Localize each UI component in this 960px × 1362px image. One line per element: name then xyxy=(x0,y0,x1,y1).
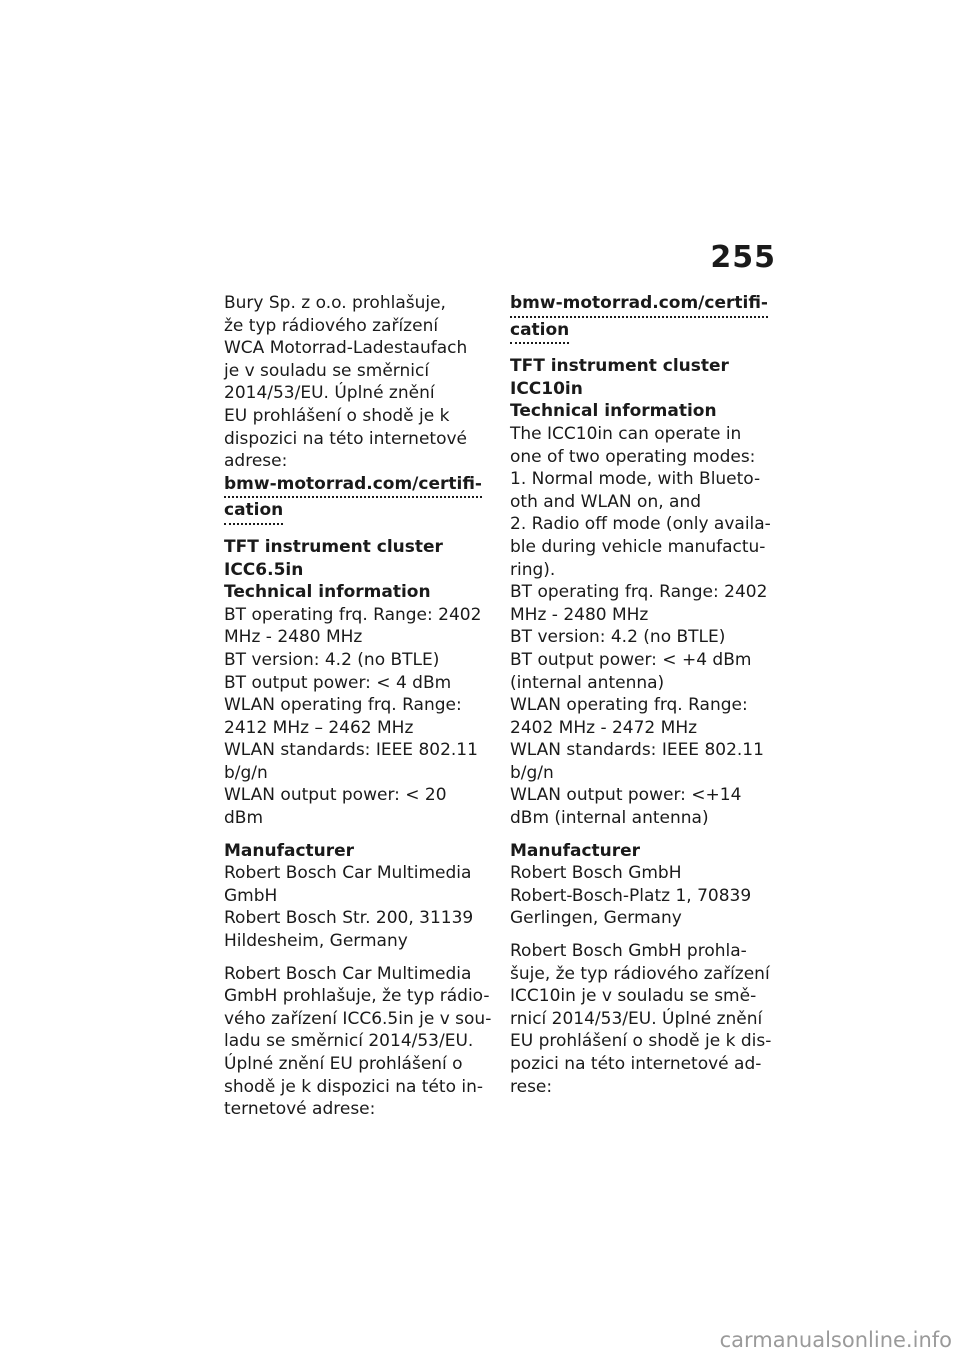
spec-line: BT output power: < 4 dBm xyxy=(224,672,452,693)
text-line: ladu se směrnicí 2014/53/EU. xyxy=(224,1031,474,1052)
spec-line: WLAN output power: < 20 xyxy=(224,785,447,806)
text-line: GmbH prohlašuje, že typ rádio- xyxy=(224,986,490,1007)
heading-line: TFT instrument cluster xyxy=(510,356,729,377)
address-line: Robert Bosch Car Multimedia xyxy=(224,863,472,884)
text-line: shodě je k dispozici na této in- xyxy=(224,1076,484,1097)
text-line: šuje, že typ rádiového zařízení xyxy=(510,963,770,984)
spec-line: b/g/n xyxy=(224,762,268,783)
manufacturer-heading: Manufacturer xyxy=(224,840,355,861)
declaration-paragraph xyxy=(224,963,496,1121)
right-column xyxy=(510,292,782,1098)
spec-line: b/g/n xyxy=(510,762,554,783)
spec-line: BT operating frq. Range: 2402 xyxy=(224,604,482,625)
intro-paragraph xyxy=(224,292,496,473)
section-heading xyxy=(510,355,782,423)
spec-line: one of two operating modes: xyxy=(510,446,756,467)
technical-specs xyxy=(510,423,782,830)
spec-line: BT version: 4.2 (no BTLE) xyxy=(224,649,440,670)
text-line: vého zařízení ICC6.5in je v sou- xyxy=(224,1008,492,1029)
text-line: Bury Sp. z o.o. prohlašuje, xyxy=(224,293,446,313)
text-line: EU prohlášení o shodě je k dis- xyxy=(510,1031,772,1052)
spec-line: WLAN operating frq. Range: xyxy=(510,695,748,716)
spec-line: BT output power: < +4 dBm xyxy=(510,649,752,670)
text-line: dispozici na této internetové xyxy=(224,428,468,449)
spec-line: 2. Radio off mode (only availa- xyxy=(510,514,771,535)
certification-link-part[interactable]: cation xyxy=(224,499,283,525)
text-line: Robert Bosch Car Multimedia xyxy=(224,963,472,984)
heading-line: Technical information xyxy=(224,582,431,603)
spec-line: BT version: 4.2 (no BTLE) xyxy=(510,627,726,648)
spec-line: MHz - 2480 MHz xyxy=(224,627,363,648)
manufacturer-heading: Manufacturer xyxy=(510,840,641,861)
spec-line: oth and WLAN on, and xyxy=(510,491,702,512)
spec-line: 1. Normal mode, with Blueto- xyxy=(510,469,761,490)
address-line: Hildesheim, Germany xyxy=(224,931,408,952)
spec-line: WLAN operating frq. Range: xyxy=(224,695,462,716)
spec-line: dBm (internal antenna) xyxy=(510,808,709,829)
text-line: Robert Bosch GmbH prohla- xyxy=(510,941,747,962)
text-line: ICC10in je v souladu se smě- xyxy=(510,986,757,1007)
heading-line: ICC10in xyxy=(510,378,583,399)
text-line: ternetové adrese: xyxy=(224,1099,376,1120)
heading-line: ICC6.5in xyxy=(224,559,304,580)
address-line: Robert Bosch Str. 200, 31139 xyxy=(224,908,474,929)
address-line: GmbH xyxy=(224,885,278,906)
address-line: Gerlingen, Germany xyxy=(510,908,682,929)
spec-line: (internal antenna) xyxy=(510,672,665,693)
text-line: adrese: xyxy=(224,451,288,472)
spec-line: MHz - 2480 MHz xyxy=(510,604,649,625)
spec-line: WLAN standards: IEEE 802.11 xyxy=(510,740,764,761)
text-line: pozici na této internetové ad- xyxy=(510,1054,762,1074)
text-line: Úplné znění EU prohlášení o xyxy=(224,1054,463,1074)
text-line: že typ rádiového zařízení xyxy=(224,315,439,336)
address-line: Robert-Bosch-Platz 1, 70839 xyxy=(510,885,752,906)
spec-line: BT operating frq. Range: 2402 xyxy=(510,582,768,603)
text-line: 2014/53/EU. Úplné znění xyxy=(224,383,435,404)
certification-link[interactable] xyxy=(510,292,782,345)
spec-line: dBm xyxy=(224,808,264,829)
spec-line: The ICC10in can operate in xyxy=(510,423,742,444)
address-line: Robert Bosch GmbH xyxy=(510,863,682,884)
text-line: rnicí 2014/53/EU. Úplné znění xyxy=(510,1008,763,1029)
manufacturer-block xyxy=(510,840,782,930)
spec-line: WLAN output power: <+14 xyxy=(510,785,742,806)
certification-link-part[interactable]: cation xyxy=(510,319,569,345)
text-line: je v souladu se směrnicí xyxy=(224,360,430,381)
spec-line: 2402 MHz - 2472 MHz xyxy=(510,717,698,738)
heading-line: Technical information xyxy=(510,401,717,422)
page-number: 255 xyxy=(710,240,776,275)
spec-line: ring). xyxy=(510,559,556,580)
text-line: WCA Motorrad-Ladestaufach xyxy=(224,338,468,359)
manufacturer-block xyxy=(224,840,496,953)
certification-link-part[interactable]: bmw-motorrad.com/certifi- xyxy=(510,292,768,318)
heading-line: TFT instrument cluster xyxy=(224,536,443,557)
declaration-paragraph xyxy=(510,940,782,1098)
spec-line: WLAN standards: IEEE 802.11 xyxy=(224,740,478,761)
certification-link-part[interactable]: bmw-motorrad.com/certifi- xyxy=(224,473,482,499)
section-heading xyxy=(224,536,496,604)
text-line: rese: xyxy=(510,1076,553,1097)
technical-specs xyxy=(224,604,496,830)
spec-line: 2412 MHz – 2462 MHz xyxy=(224,717,414,738)
text-line: EU prohlášení o shodě je k xyxy=(224,405,450,426)
watermark: carmanualsonline.info xyxy=(719,1328,952,1352)
left-column xyxy=(224,292,496,1121)
spec-line: ble during vehicle manufactu- xyxy=(510,536,766,557)
certification-link[interactable] xyxy=(224,473,496,526)
